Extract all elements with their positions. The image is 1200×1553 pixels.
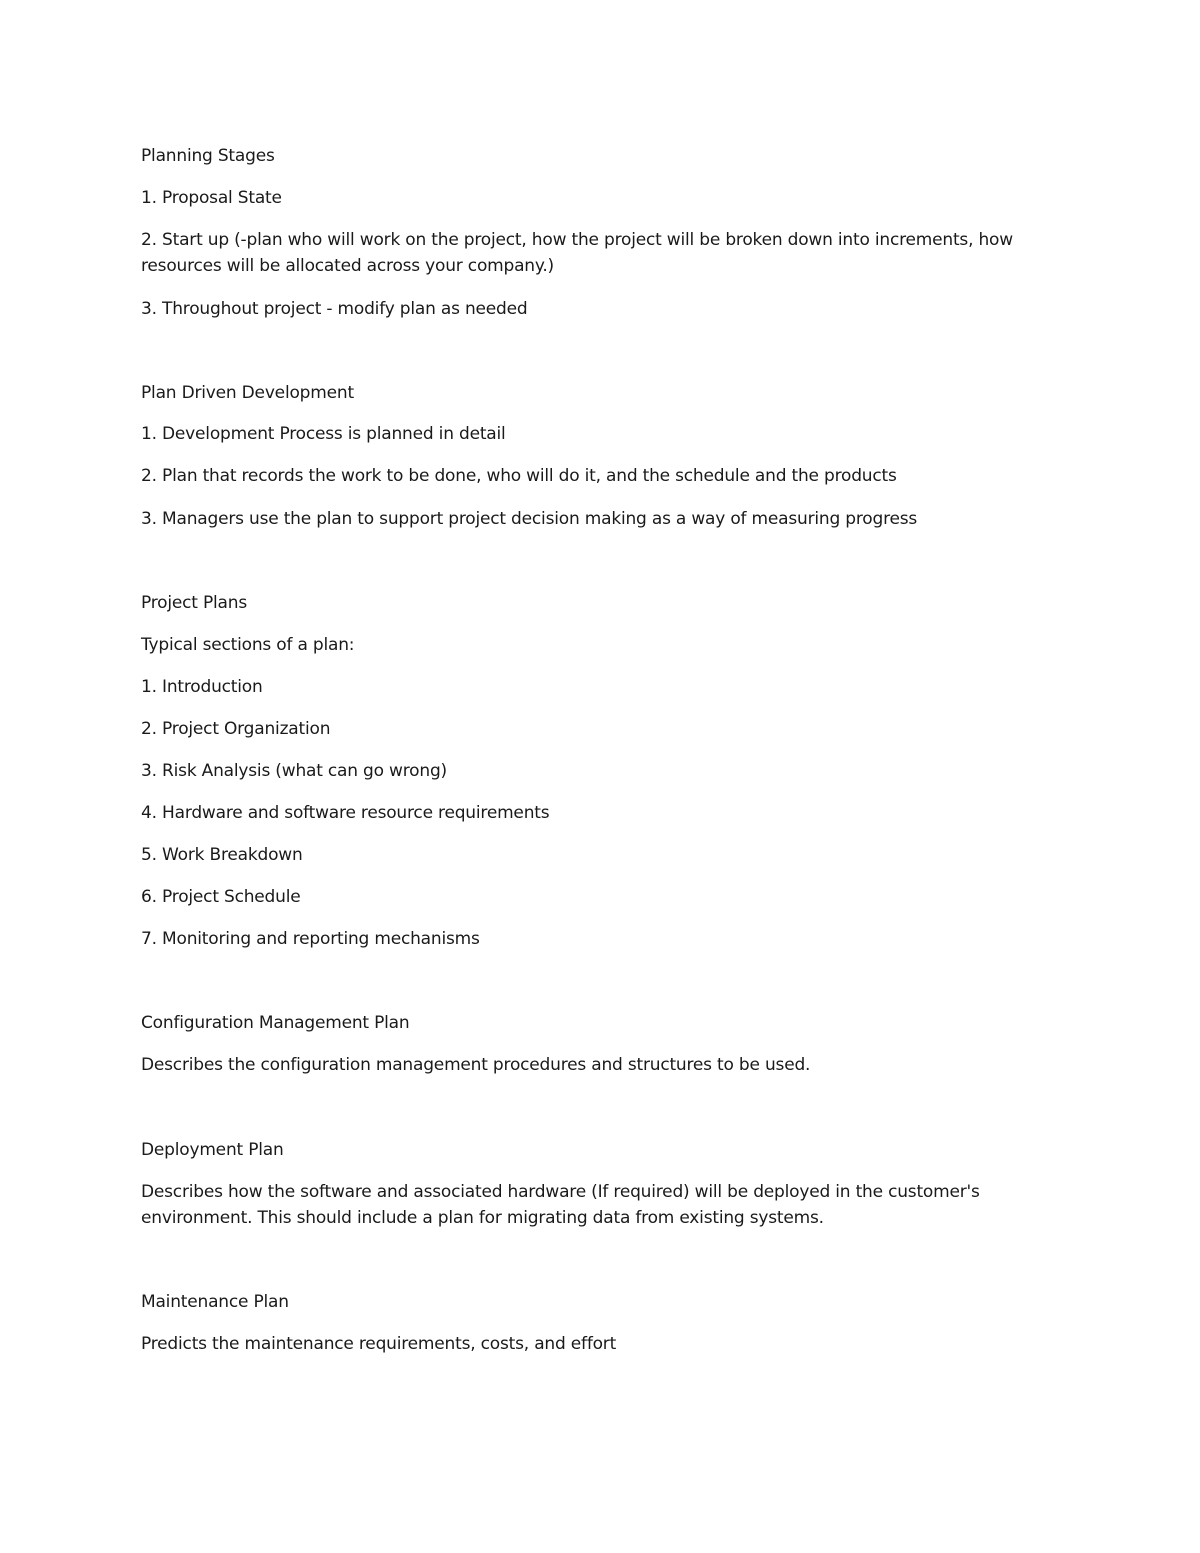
list-item: 1. Proposal State [141, 188, 282, 208]
section-heading-project-plans: Project Plans [141, 593, 247, 613]
section-body: Describes how the software and associated hardware (If required) will be deployed in the customer's environment. This should include a plan for migrating data from existing systems. [141, 1182, 980, 1228]
section-heading-maintenance-plan: Maintenance Plan [141, 1292, 289, 1312]
list-item: 2. Plan that records the work to be done, who will do it, and the schedule and the products [141, 466, 897, 486]
list-item: 4. Hardware and software resource requirements [141, 803, 550, 823]
list-item: 3. Risk Analysis (what can go wrong) [141, 761, 447, 781]
list-item: 6. Project Schedule [141, 887, 301, 907]
section-heading-deployment-plan: Deployment Plan [141, 1140, 284, 1160]
list-item: 5. Work Breakdown [141, 845, 303, 865]
list-item: 3. Throughout project - modify plan as needed [141, 299, 528, 319]
section-heading-plan-driven-development: Plan Driven Development [141, 383, 354, 403]
section-intro: Typical sections of a plan: [141, 635, 355, 655]
list-item: 1. Introduction [141, 677, 263, 697]
list-item: 2. Project Organization [141, 719, 331, 739]
section-heading-configuration-management-plan: Configuration Management Plan [141, 1013, 410, 1033]
list-item: 1. Development Process is planned in detail [141, 424, 506, 444]
section-body: Predicts the maintenance requirements, costs, and effort [141, 1334, 617, 1354]
section-body: Describes the configuration management procedures and structures to be used. [141, 1055, 811, 1075]
list-item: 7. Monitoring and reporting mechanisms [141, 929, 480, 949]
list-item: 2. Start up (-plan who will work on the project, how the project will be broken down into increments, how resources will be allocated across your company.) [141, 230, 1013, 276]
section-heading-planning-stages: Planning Stages [141, 146, 275, 166]
list-item: 3. Managers use the plan to support project decision making as a way of measuring progress [141, 509, 918, 529]
